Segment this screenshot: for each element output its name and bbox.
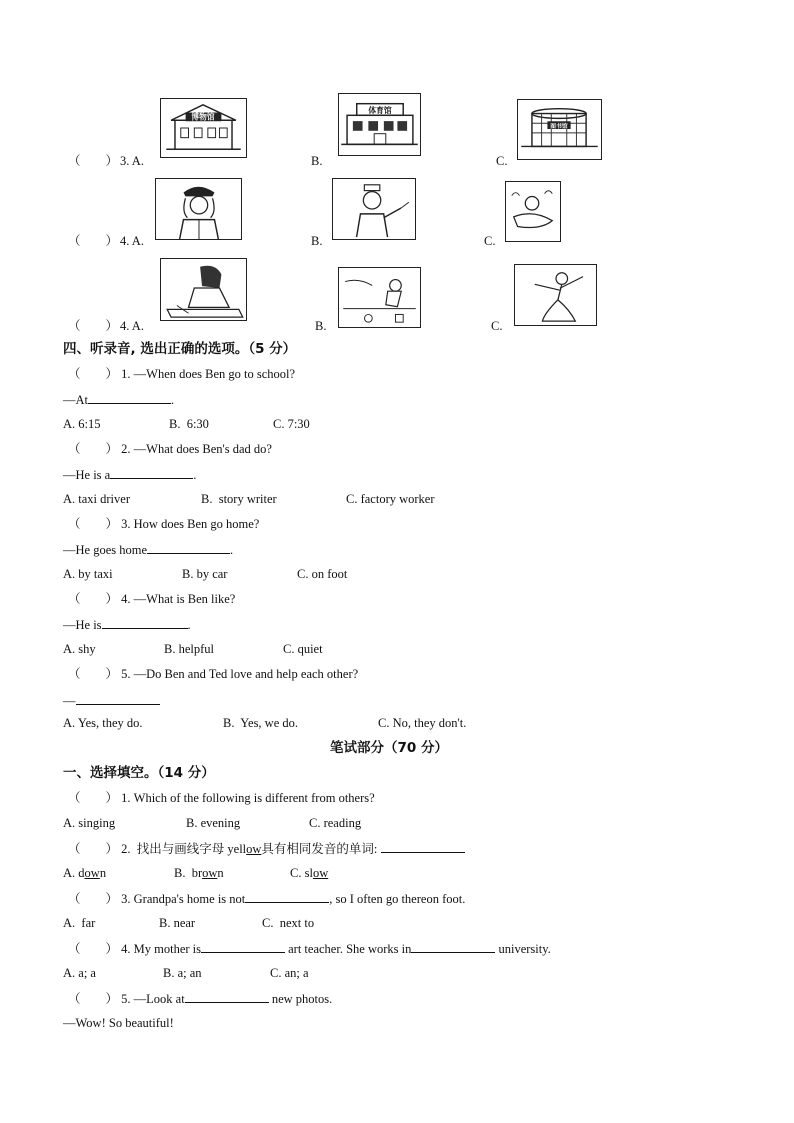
w-q4-option-b: B. a; an	[163, 966, 202, 980]
police-officer-picture	[155, 178, 242, 240]
s4-q2-ans-pre: —He is a	[63, 468, 111, 482]
s4-q4-ans-pre: —He is	[63, 618, 102, 632]
s4-q5-ans-pre: —	[63, 694, 76, 708]
s4-q2-ans-post: .	[193, 468, 197, 482]
w-q1-option-a: A. singing	[63, 816, 116, 830]
w-q5-question	[68, 991, 332, 1006]
picture-q4-paren[interactable]: （ ）	[68, 234, 119, 248]
s4-q3-ans-post: .	[230, 543, 234, 557]
s4-q5-question	[68, 667, 358, 681]
s4-q1-blank[interactable]	[88, 392, 171, 404]
gym-picture	[338, 93, 421, 156]
picture-q4b-option-c: C.	[491, 319, 503, 333]
picture-q4b-paren[interactable]: （ ）	[68, 319, 119, 333]
s4-q1-option-b: B. 6:30	[169, 417, 209, 431]
s4-q3-question	[68, 517, 259, 531]
picture-q4-option-c: C.	[484, 234, 496, 248]
s4-q4-option-c: C. quiet	[283, 642, 323, 656]
w-q4-option-a: A. a; a	[63, 966, 96, 980]
w-q2-option-a: A. down	[63, 866, 107, 880]
w-q5-reply: —Wow! So beautiful!	[63, 1016, 174, 1030]
w-q4-text-mid: art teacher. She works in	[285, 942, 412, 956]
w-q5-text-pre: 5. —Look at	[121, 992, 185, 1006]
s4-q2-option-c: C. factory worker	[346, 492, 435, 506]
section4-title: 四、听录音, 选出正确的选项。（5 分）	[63, 341, 297, 357]
w-q1-option-c: C. reading	[309, 816, 362, 830]
w-q4-text-post: university.	[495, 942, 551, 956]
s4-q4-question	[68, 592, 235, 606]
s4-q4-blank[interactable]	[102, 617, 188, 629]
picture-q4-label: 4. A.	[120, 234, 144, 248]
picture-q4-option-b: B.	[311, 234, 323, 248]
writing-person-picture	[160, 258, 247, 321]
s4-q3-text: 3. How does Ben go home?	[121, 517, 260, 531]
w-q5-blank[interactable]	[185, 991, 269, 1003]
s4-q1-ans-pre: —At	[63, 393, 88, 407]
s4-q1-ans-post: .	[171, 393, 175, 407]
w-q4-option-c: C. an; a	[270, 966, 309, 980]
w-q4-text-pre: 4. My mother is	[121, 942, 201, 956]
s4-q3-ans-pre: —He goes home	[63, 543, 148, 557]
s4-q2-option-b: B. story writer	[201, 492, 277, 506]
s4-q5-paren[interactable]: （ ）	[68, 667, 119, 681]
s4-q4-ans-post: .	[187, 618, 191, 632]
w-q4-blank-1[interactable]	[201, 941, 285, 953]
s4-q3-paren[interactable]: （ ）	[68, 517, 119, 531]
w-q3-text-post: , so I often go thereon foot.	[329, 892, 466, 906]
s4-q2-question	[68, 442, 272, 456]
s4-q4-option-b: B. helpful	[164, 642, 214, 656]
s4-q1-question	[68, 367, 295, 381]
s4-q4-option-a: A. shy	[63, 642, 96, 656]
dancing-person-picture	[514, 264, 597, 326]
museum-sign: 博物馆	[191, 112, 215, 122]
s4-q1-option-a: A. 6:15	[63, 417, 101, 431]
s4-q2-text: 2. —What does Ben's dad do?	[121, 442, 272, 456]
w-q2-underlined: ow	[246, 842, 262, 856]
s4-q1-paren[interactable]: （ ）	[68, 367, 119, 381]
w-q1-question	[68, 791, 375, 805]
w-q5-paren[interactable]: （ ）	[68, 992, 119, 1006]
s4-q3-option-a: A. by taxi	[63, 567, 113, 581]
s4-q2-paren[interactable]: （ ）	[68, 442, 119, 456]
w-q2-paren[interactable]: （ ）	[68, 842, 119, 856]
museum-picture	[160, 98, 247, 158]
w-q3-option-c: C. next to	[262, 916, 315, 930]
picture-q4b-option-b: B.	[315, 319, 327, 333]
w-q3-option-a: A. far	[63, 916, 96, 930]
s4-q5-option-c: C. No, they don't.	[378, 716, 467, 730]
s4-q2-option-a: A. taxi driver	[63, 492, 130, 506]
s4-q4-text: 4. —What is Ben like?	[121, 592, 236, 606]
w-q2-blank[interactable]	[381, 841, 465, 853]
s4-q1-option-c: C. 7:30	[273, 417, 310, 431]
w-q2-question	[68, 841, 465, 856]
picture-q3-paren[interactable]: （ ）	[68, 154, 119, 168]
w-q4-question	[68, 941, 551, 956]
s4-q5-option-a: A. Yes, they do.	[63, 716, 143, 730]
w-q2-text-post: 具有相同发音的单词:	[261, 842, 378, 856]
w-q1-option-b: B. evening	[186, 816, 241, 830]
sleeping-person-picture	[505, 181, 561, 242]
s4-q3-option-c: C. on foot	[297, 567, 348, 581]
w-q3-blank[interactable]	[245, 891, 329, 903]
library-picture	[517, 99, 602, 160]
w-q2-option-c: C. slow	[290, 866, 329, 880]
w-q3-text-pre: 3. Grandpa's home is not	[121, 892, 246, 906]
s4-q3-answer	[63, 542, 233, 557]
s4-q4-paren[interactable]: （ ）	[68, 592, 119, 606]
gardening-picture	[338, 267, 421, 328]
s4-q5-option-b: B. Yes, we do.	[223, 716, 299, 730]
s4-q3-option-b: B. by car	[182, 567, 228, 581]
nurse-picture	[332, 178, 416, 240]
w-q4-paren[interactable]: （ ）	[68, 942, 119, 956]
written-section1-title: 一、选择填空。（14 分）	[63, 765, 215, 781]
s4-q2-blank[interactable]	[110, 467, 193, 479]
gym-sign: 体育馆	[368, 105, 392, 115]
w-q3-option-b: B. near	[159, 916, 196, 930]
library-sign: 图书馆	[550, 124, 568, 131]
s4-q4-answer	[63, 617, 191, 632]
w-q1-paren[interactable]: （ ）	[68, 791, 119, 805]
s4-q5-blank[interactable]	[76, 693, 160, 705]
w-q1-text: 1. Which of the following is different from others?	[121, 791, 375, 805]
s4-q3-blank[interactable]	[147, 542, 230, 554]
picture-q4b-label: 4. A.	[120, 319, 144, 333]
w-q3-question	[68, 891, 465, 906]
written-part-title: 笔试部分（70 分）	[330, 740, 448, 756]
picture-q3-option-c: C.	[496, 154, 508, 168]
w-q2-text-pre: 2. 找出与画线字母 yell	[121, 842, 247, 856]
w-q2-option-b: B. brown	[174, 866, 224, 880]
s4-q5-text: 5. —Do Ben and Ted love and help each other?	[121, 667, 359, 681]
w-q4-blank-2[interactable]	[411, 941, 495, 953]
picture-q3-option-b: B.	[311, 154, 323, 168]
s4-q1-answer	[63, 392, 174, 407]
s4-q1-text: 1. —When does Ben go to school?	[121, 367, 296, 381]
picture-q3-label: 3. A.	[120, 154, 144, 168]
w-q3-paren[interactable]: （ ）	[68, 892, 119, 906]
s4-q5-answer	[63, 693, 160, 708]
s4-q2-answer	[63, 467, 196, 482]
w-q5-text-post: new photos.	[268, 992, 333, 1006]
